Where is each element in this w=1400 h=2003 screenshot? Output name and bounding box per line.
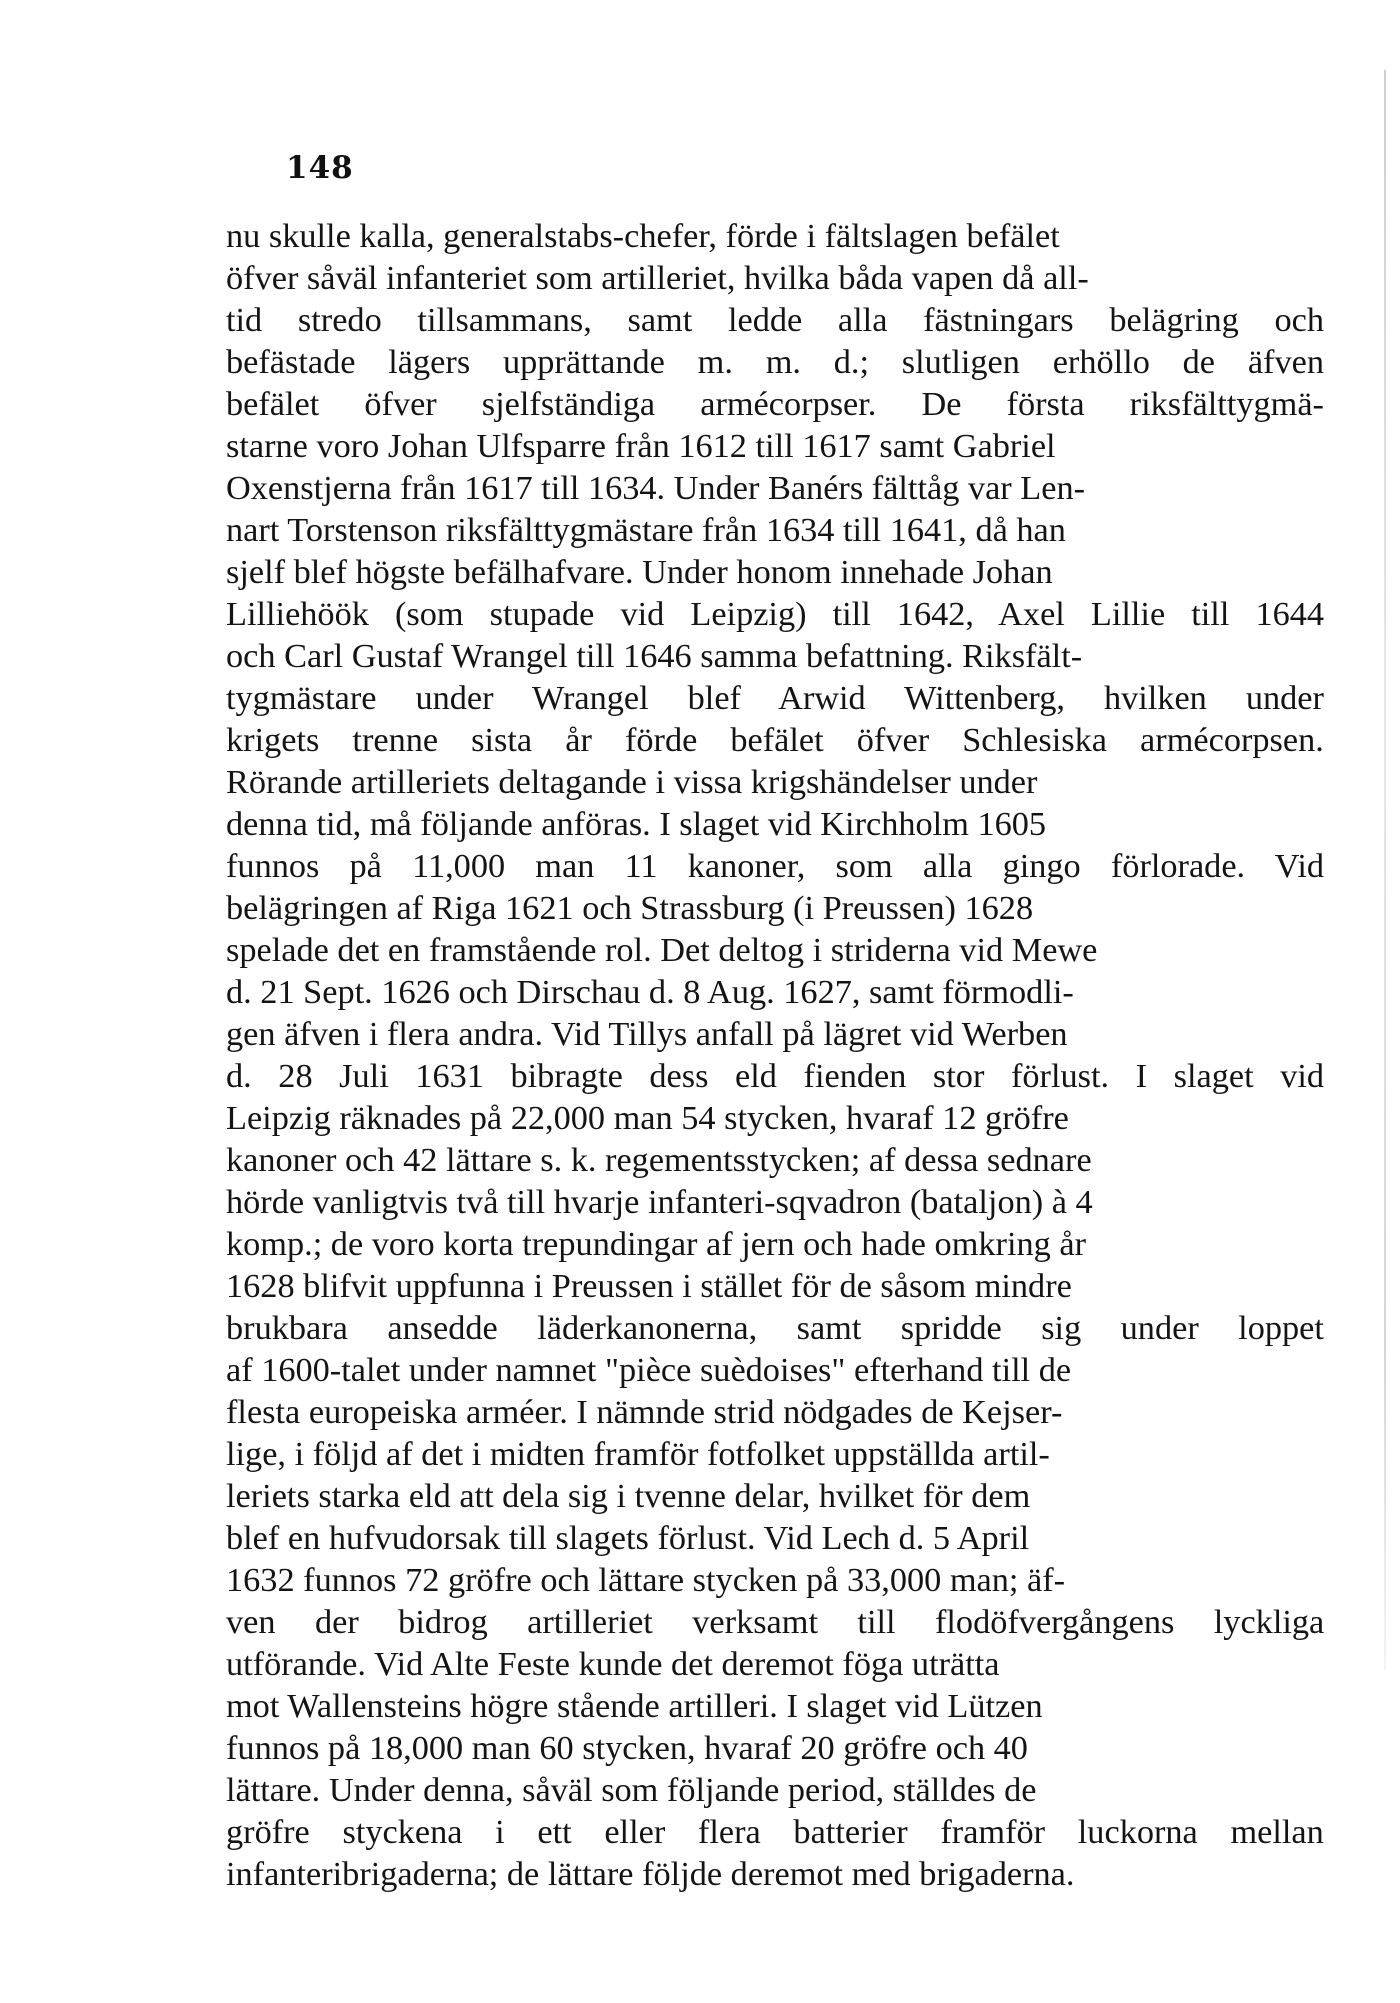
text-line: krigets trenne sista år förde befälet öfver Schlesiska armécorpsen. (226, 721, 1324, 759)
text-line: 1632 funnos 72 gröfre och lättare stycken på 33,000 man; äf- (226, 1561, 1066, 1599)
text-line: nu skulle kalla, generalstabs-chefer, förde i fältslagen befälet (226, 217, 1060, 255)
text-line: brukbara ansedde läderkanonerna, samt spridde sig under loppet (226, 1309, 1324, 1347)
text-line: leriets starka eld att dela sig i tvenne delar, hvilket för dem (226, 1477, 1031, 1515)
text-line: utförande. Vid Alte Feste kunde det deremot föga uträtta (226, 1645, 1000, 1683)
page-number: 148 (286, 150, 354, 186)
text-line: och Carl Gustaf Wrangel till 1646 samma befattning. Riksfält- (226, 637, 1083, 675)
text-line: lige, i följd af det i midten framför fotfolket uppställda artil- (226, 1435, 1050, 1473)
body-text (226, 215, 1324, 1895)
text-line: d. 21 Sept. 1626 och Dirschau d. 8 Aug. 1627, samt förmodli- (226, 973, 1074, 1011)
text-line: kanoner och 42 lättare s. k. regementsstycken; af dessa sednare (226, 1141, 1092, 1179)
text-line: Rörande artilleriets deltagande i vissa krigshändelser under (226, 763, 1038, 801)
text-line: nart Torstenson riksfälttygmästare från 1634 till 1641, då han (226, 511, 1066, 549)
text-line: tid stredo tillsammans, samt ledde alla fästningars belägring och (226, 301, 1325, 339)
text-line: Leipzig räknades på 22,000 man 54 stycken, hvaraf 12 gröfre (226, 1099, 1069, 1137)
text-line: Lilliehöök (som stupade vid Leipzig) till 1642, Axel Lillie till 1644 (226, 595, 1325, 633)
text-line: öfver såväl infanteriet som artilleriet, hvilka båda vapen då all- (226, 259, 1089, 297)
text-line: flesta europeiska arméer. I nämnde strid nödgades de Kejser- (226, 1393, 1063, 1431)
text-line: gröfre styckena i ett eller flera batterier framför luckorna mellan (226, 1813, 1324, 1851)
text-line: gen äfven i flera andra. Vid Tillys anfall på lägret vid Werben (226, 1015, 1068, 1053)
text-line: af 1600-talet under namnet "pièce suèdoises" efterhand till de (226, 1351, 1072, 1389)
text-line: 1628 blifvit uppfunna i Preussen i stället för de såsom mindre (226, 1267, 1072, 1305)
text-line: infanteribrigaderna; de lättare följde deremot med brigaderna. (226, 1855, 1075, 1893)
text-line: befälet öfver sjelfständiga armécorpser. De första riksfälttygmä- (226, 385, 1324, 423)
text-line: starne voro Johan Ulfsparre från 1612 till 1617 samt Gabriel (226, 427, 1056, 465)
text-line: denna tid, må följande anföras. I slaget vid Kirchholm 1605 (226, 805, 1047, 843)
text-line: lättare. Under denna, såväl som följande period, ställdes de (226, 1771, 1037, 1809)
text-line: d. 28 Juli 1631 bibragte dess eld fienden stor förlust. I slaget vid (226, 1057, 1325, 1095)
text-line: komp.; de voro korta trepundingar af jern och hade omkring år (226, 1225, 1087, 1263)
text-line: Oxenstjerna från 1617 till 1634. Under Banérs fälttåg var Len- (226, 469, 1086, 507)
text-line: hörde vanligtvis två till hvarje infanteri-sqvadron (bataljon) à 4 (226, 1183, 1093, 1221)
text-line: funnos på 18,000 man 60 stycken, hvaraf 20 gröfre och 40 (226, 1729, 1028, 1767)
page-edge (1384, 70, 1386, 1670)
text-line: mot Wallensteins högre stående artilleri. I slaget vid Lützen (226, 1687, 1043, 1725)
text-line: blef en hufvudorsak till slagets förlust. Vid Lech d. 5 April (226, 1519, 1030, 1557)
text-line: sjelf blef högste befälhafvare. Under honom innehade Johan (226, 553, 1053, 591)
text-line: belägringen af Riga 1621 och Strassburg (i Preussen) 1628 (226, 889, 1034, 927)
text-line: tygmästare under Wrangel blef Arwid Wittenberg, hvilken under (226, 679, 1324, 717)
text-line: spelade det en framstående rol. Det deltog i striderna vid Mewe (226, 931, 1098, 969)
text-line: befästade lägers upprättande m. m. d.; slutligen erhöllo de äfven (226, 343, 1324, 381)
text-line: funnos på 11,000 man 11 kanoner, som alla gingo förlorade. Vid (226, 847, 1325, 885)
text-line: ven der bidrog artilleriet verksamt till flodöfvergångens lyckliga (226, 1603, 1325, 1641)
